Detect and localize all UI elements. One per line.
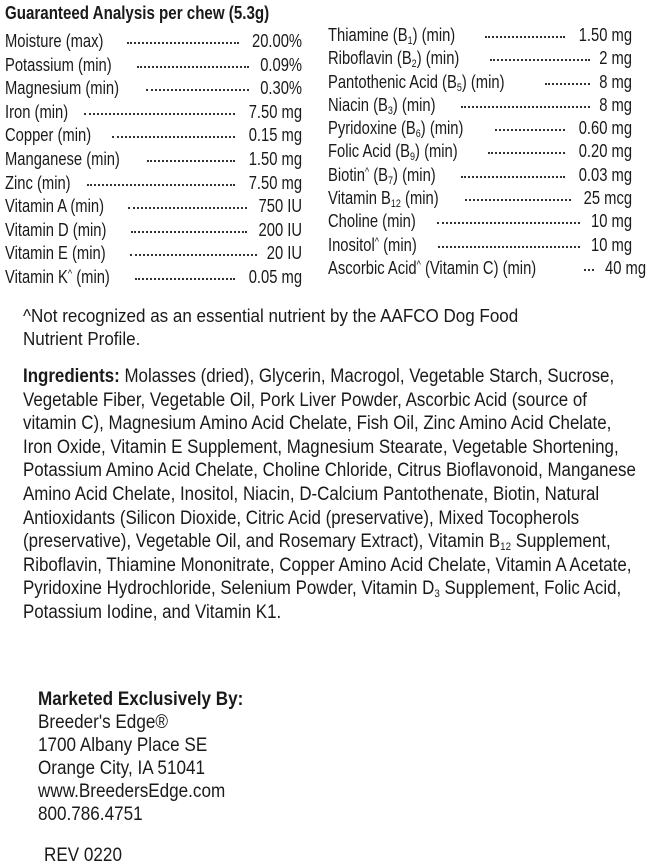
dot-leader bbox=[438, 232, 580, 248]
nutrient-value: 750 IU bbox=[258, 196, 302, 217]
nutrient-name: Riboflavin $(B_2)$ (min) bbox=[328, 48, 460, 71]
nutrient-value: 20 IU bbox=[266, 243, 302, 264]
dot-leader bbox=[495, 115, 565, 131]
dot-leader bbox=[584, 255, 594, 271]
dot-leader bbox=[87, 170, 235, 186]
nutrient-name: Choline (min) bbox=[328, 211, 416, 232]
nutrient-name: Folic Acid $(B_9)$ (min) bbox=[328, 141, 458, 164]
nutrient-value: 7.50 mg bbox=[248, 101, 302, 122]
dot-leader bbox=[146, 75, 249, 91]
dot-leader bbox=[465, 185, 571, 201]
city-state-zip: Orange City, IA 51041 bbox=[38, 758, 205, 779]
nutrient-name: Vitamin K^ (min) bbox=[5, 266, 110, 287]
nutrient-name: Vitamin D (min) bbox=[5, 219, 107, 240]
nutrient-value: 0.20 mg bbox=[578, 141, 632, 162]
dot-leader bbox=[461, 92, 590, 108]
analysis-row bbox=[328, 47, 632, 70]
marketed-by-block bbox=[38, 688, 266, 826]
ingredients-paragraph bbox=[23, 365, 637, 625]
nutrient-value: 2 mg bbox=[599, 48, 632, 69]
nutrient-name: Iron (min) bbox=[5, 101, 69, 122]
nutrient-value: 0.15 mg bbox=[248, 125, 302, 146]
analysis-left-column bbox=[5, 30, 302, 290]
nutrient-name: Thiamine $(B_1)$ (min) bbox=[328, 25, 456, 47]
dot-leader bbox=[84, 99, 235, 115]
nutrient-value: 0.30% bbox=[260, 78, 302, 99]
dot-leader bbox=[545, 69, 590, 85]
nutrient-value: 40 mg bbox=[604, 257, 646, 278]
analysis-row bbox=[5, 77, 302, 101]
analysis-row bbox=[5, 195, 302, 219]
nutrient-value: 0.09% bbox=[260, 54, 302, 75]
nutrient-value: 20.00% bbox=[251, 31, 302, 51]
nutrient-name: Ascorbic Acid^ (Vitamin C) (min) bbox=[328, 257, 537, 278]
analysis-row bbox=[328, 164, 632, 187]
dot-leader bbox=[485, 22, 565, 38]
nutrient-name: Magnesium (min) bbox=[5, 78, 120, 99]
analysis-row bbox=[328, 94, 632, 117]
dot-leader bbox=[135, 264, 235, 280]
nutrient-name: Pyridoxine $(B_6)$ (min) bbox=[328, 118, 464, 141]
dot-leader bbox=[461, 162, 565, 178]
dot-leader bbox=[130, 240, 257, 256]
analysis-row bbox=[328, 71, 632, 94]
website: www.BreedersEdge.com bbox=[38, 781, 226, 802]
nutrient-name: Copper (min) bbox=[5, 125, 92, 146]
dot-leader bbox=[112, 122, 235, 138]
nutrient-value: 1.50 mg bbox=[578, 25, 632, 45]
nutrient-value: 200 IU bbox=[258, 219, 302, 240]
analysis-row bbox=[5, 148, 302, 172]
footnote-line-2: Nutrient Profile. bbox=[23, 328, 141, 349]
analysis-row bbox=[5, 219, 302, 243]
nutrient-value: 8 mg bbox=[599, 94, 632, 115]
dot-leader bbox=[147, 146, 235, 162]
aafco-footnote bbox=[23, 304, 643, 350]
analysis-row bbox=[5, 124, 302, 148]
nutrient-value: 7.50 mg bbox=[248, 172, 302, 193]
analysis-row bbox=[328, 140, 632, 163]
nutrient-name: Vitamin E (min) bbox=[5, 243, 106, 264]
nutrient-value: 25 mcg bbox=[583, 188, 632, 209]
revision-code: REV 0220 bbox=[44, 845, 122, 866]
dot-leader bbox=[127, 28, 239, 44]
nutrient-value: 0.03 mg bbox=[578, 164, 632, 185]
marketed-heading: Marketed Exclusively By: bbox=[38, 689, 244, 710]
nutrient-value: 0.05 mg bbox=[248, 266, 302, 287]
street-address: 1700 Albany Place SE bbox=[38, 735, 208, 756]
nutrient-name: Pantothenic Acid $(B_5)$ (min) bbox=[328, 71, 505, 94]
nutrient-name: Vitamin $B_{12}$ (min) bbox=[328, 188, 439, 211]
analysis-row bbox=[5, 242, 302, 266]
nutrient-value: 10 mg bbox=[590, 211, 632, 232]
ingredients-text: Molasses (dried), Glycerin, Macrogol, Vegetable Starch, Sucrose, Vegetable Fiber, Vegetable Oil, Pork Liver Powder, Ascorbic Acid (source of vitamin C), Magnesium Amino Acid Chelate, Fish Oil, Zinc Amino Acid Chelate, Iron Oxide, Vitamin E Supplement, Magnesium Stearate, Vegetable Shortening, Potassium Amino Acid Chelate, Choline Chloride, Citrus Bioflavonoid, Manganese Amino Acid Chelate, Inositol, Niacin, D-Calcium Pantothenate, Biotin, Natural Antioxidants (Silicon Dioxide, Citric Acid (preservative), Mixed Tocopherols (preservative), Vegetable Oil, and Rosemary Extract), Vitamin $B_{12}$ Supplement, Riboflavin, Thiamine Mononitrate, Copper Amino Acid Chelate, Vitamin A Acetate, Pyridoxine Hydrochloride, Selenium Powder, Vitamin $D_3$ Supplement, Folic Acid, Potassium Iodine, and Vitamin K1. bbox=[23, 366, 636, 623]
analysis-row bbox=[5, 30, 302, 54]
analysis-row bbox=[328, 234, 632, 257]
nutrient-name: Inositol^ (min) bbox=[328, 234, 417, 255]
analysis-row bbox=[5, 172, 302, 196]
ingredients-label: Ingredients: bbox=[23, 366, 120, 387]
dot-leader bbox=[488, 138, 565, 154]
nutrient-name: Moisture (max) bbox=[5, 31, 104, 51]
nutrient-value: 8 mg bbox=[599, 71, 632, 92]
analysis-row bbox=[328, 210, 632, 233]
analysis-row bbox=[5, 266, 302, 290]
nutrient-name: Potassium (min) bbox=[5, 54, 112, 75]
analysis-row bbox=[328, 187, 632, 210]
dot-leader bbox=[137, 52, 249, 68]
nutrient-name: Vitamin A (min) bbox=[5, 196, 104, 217]
footnote-line-1: ^Not recognized as an essential nutrient by the AAFCO Dog Food bbox=[23, 305, 519, 326]
analysis-row bbox=[328, 257, 646, 280]
dot-leader bbox=[128, 193, 247, 209]
nutrient-name: Zinc (min) bbox=[5, 172, 71, 193]
nutrient-value: 10 mg bbox=[590, 234, 632, 255]
company-name: Breeder's Edge® bbox=[38, 712, 168, 733]
analysis-row bbox=[5, 101, 302, 125]
dot-leader bbox=[437, 208, 580, 224]
analysis-row bbox=[5, 54, 302, 78]
nutrient-value: 1.50 mg bbox=[248, 148, 302, 169]
nutrient-name: Biotin^ $(B_7)$ (min) bbox=[328, 164, 436, 187]
analysis-row bbox=[328, 117, 632, 140]
analysis-row bbox=[328, 24, 632, 47]
nutrient-value: 0.60 mg bbox=[578, 118, 632, 139]
dot-leader bbox=[131, 217, 247, 233]
nutrient-name: Manganese (min) bbox=[5, 148, 120, 169]
analysis-title: Guaranteed Analysis per chew (5.3g) bbox=[5, 3, 270, 23]
analysis-right-column bbox=[328, 24, 646, 280]
dot-leader bbox=[490, 45, 590, 61]
phone-number: 800.786.4751 bbox=[38, 804, 143, 825]
nutrient-name: Niacin $(B_3)$ (min) bbox=[328, 94, 436, 117]
